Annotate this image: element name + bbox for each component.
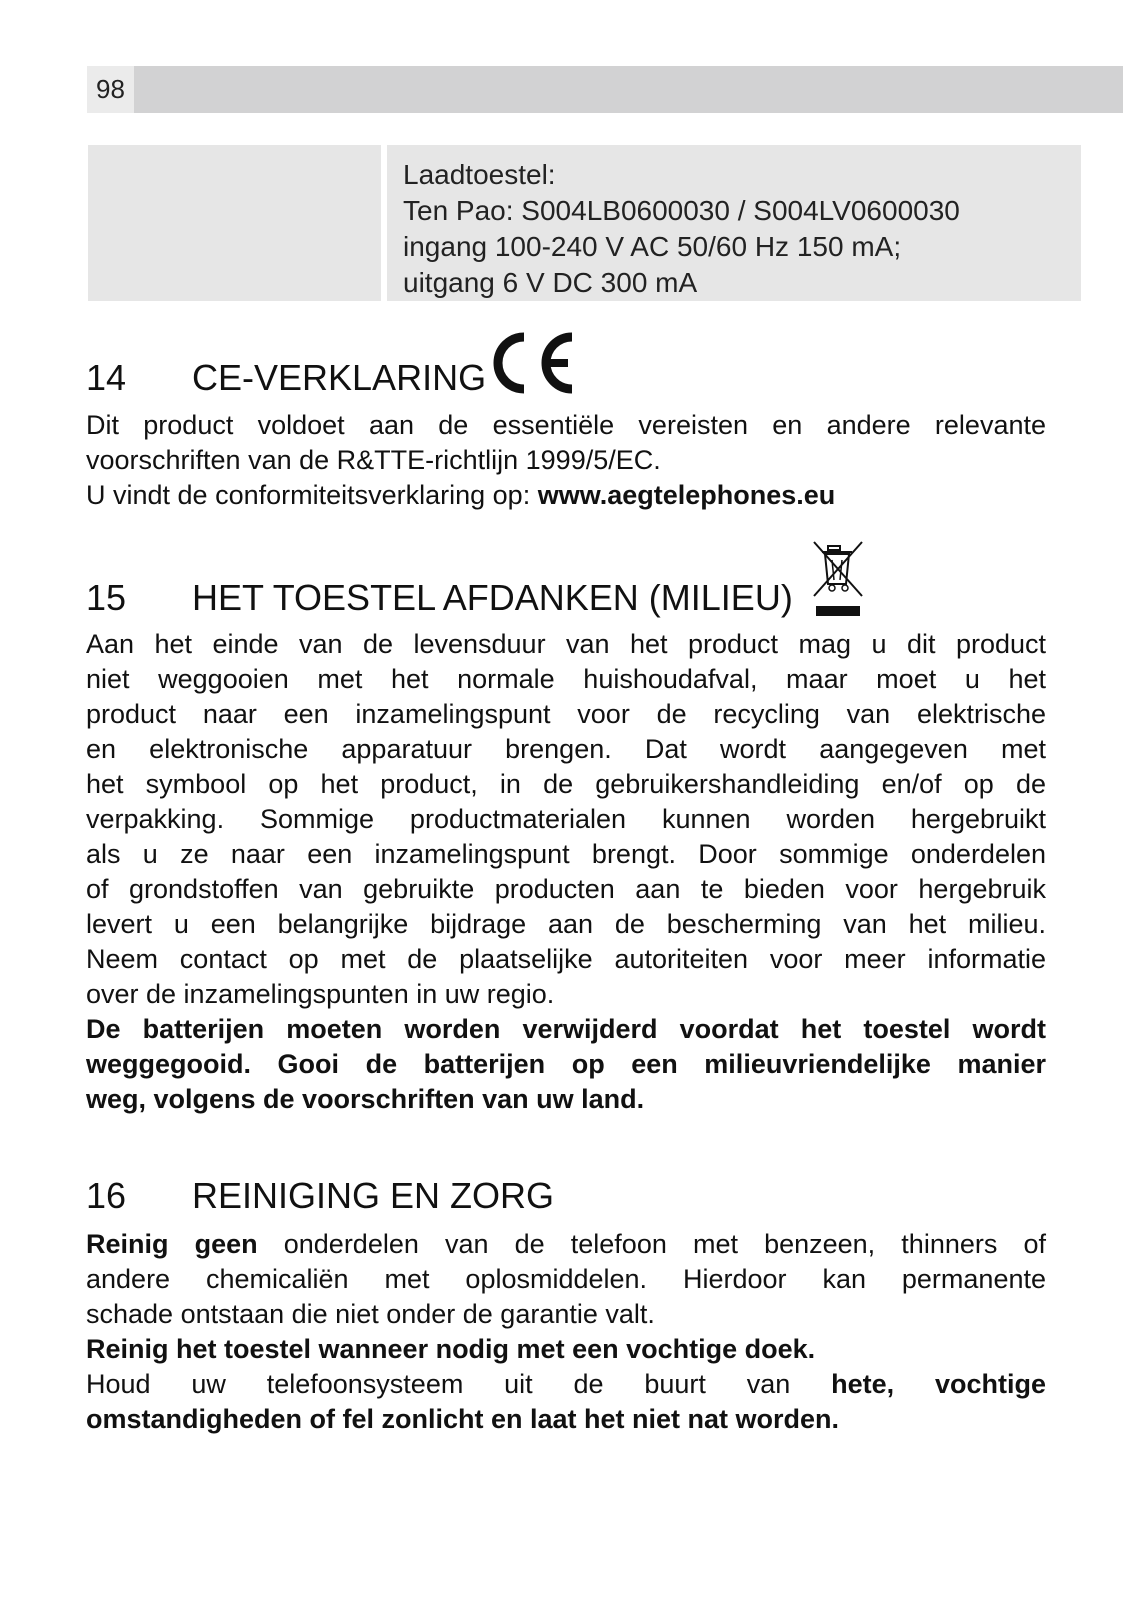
bold-text-line: weggegooid. Gooi de batterijen op een milieuvriendelijke manier: [86, 1049, 1046, 1079]
text-line: voorschriften van de R&TTE-richtlijn 1999/5/EC.: [86, 445, 661, 475]
section-number: 16: [86, 1175, 127, 1216]
conformity-url-link[interactable]: www.aegtelephones.eu: [537, 480, 836, 510]
text-line: schade ontstaan die niet onder de garantie valt.: [86, 1299, 655, 1329]
text-line: niet weggooien met het normale huishoudafval, maar moet u het: [86, 664, 1046, 694]
weee-crossed-bin-icon: [812, 540, 868, 618]
section-title: HET TOESTEL AFDANKEN (MILIEU): [192, 577, 793, 618]
bold-text-line: omstandigheden of fel zonlicht en laat het niet nat worden.: [86, 1404, 840, 1434]
section-title: CE-VERKLARING: [192, 357, 487, 398]
bold-text-line: weg, volgens de voorschriften van uw land.: [86, 1084, 645, 1114]
section-14-heading: [86, 356, 486, 400]
text-line: Aan het einde van de levensduur van het product mag u dit product: [86, 629, 1046, 659]
conformity-prefix: U vindt de conformiteitsverklaring op:: [86, 480, 538, 510]
text-line: Neem contact op met de plaatselijke autoriteiten voor meer informatie: [86, 944, 1046, 974]
spec-table-empty-cell: [88, 145, 381, 301]
section-title: REINIGING EN ZORG: [192, 1175, 555, 1216]
bold-phrase: Reinig geen: [86, 1229, 258, 1259]
conformity-line: [86, 478, 1046, 513]
bold-text-line: De batterijen moeten worden verwijderd voordat het toestel wordt: [86, 1014, 1046, 1044]
text-line: over de inzamelingspunten in uw regio.: [86, 979, 555, 1009]
page-header-bar: [87, 66, 1123, 113]
text-line: andere chemicaliën met oplosmiddelen. Hierdoor kan permanente: [86, 1264, 1046, 1294]
text-line: het symbool op het product, in de gebruikershandleiding en/of op de: [86, 769, 1046, 799]
text-line: product naar een inzamelingspunt voor de recycling van elektrische: [86, 699, 1046, 729]
bold-text-line: Reinig het toestel wanneer nodig met een vochtige doek.: [86, 1334, 816, 1364]
text-line: levert u een belangrijke bijdrage aan de bescherming van het milieu.: [86, 909, 1046, 939]
text-line: [86, 1227, 1046, 1262]
bold-phrase: hete, vochtige: [831, 1369, 1046, 1399]
text-fragment: Houd uw telefoonsysteem uit de buurt van: [86, 1369, 832, 1399]
section-15-body: [86, 627, 1046, 1117]
spec-table-content-cell: [387, 145, 1081, 301]
text-line: Dit product voldoet aan de essentiële vereisten en andere relevante: [86, 410, 1046, 440]
text-fragment: onderdelen van de telefoon met benzeen, thinners of: [257, 1229, 1046, 1259]
spec-line: Laadtoestel:: [403, 159, 556, 190]
page-number: 98: [87, 66, 134, 113]
section-number: 15: [86, 577, 127, 618]
text-line: [86, 1367, 1046, 1402]
spec-line: Ten Pao: S004LB0600030 / S004LV0600030: [403, 195, 960, 226]
ce-mark-icon: [484, 331, 584, 395]
spec-table: [88, 145, 1081, 301]
spec-line: ingang 100-240 V AC 50/60 Hz 150 mA;: [403, 231, 902, 262]
spec-line: uitgang 6 V DC 300 mA: [403, 267, 698, 298]
text-line: en elektronische apparatuur brengen. Dat wordt aangegeven met: [86, 734, 1046, 764]
text-line: verpakking. Sommige productmaterialen kunnen worden hergebruikt: [86, 804, 1046, 834]
section-15-heading: [86, 576, 793, 620]
section-number: 14: [86, 357, 127, 398]
section-16-body: [86, 1227, 1046, 1437]
section-14-body: [86, 408, 1046, 513]
section-16-heading: [86, 1174, 554, 1218]
text-line: of grondstoffen van gebruikte producten aan te bieden voor hergebruik: [86, 874, 1046, 904]
text-line: als u ze naar een inzamelingspunt brengt. Door sommige onderdelen: [86, 839, 1046, 869]
